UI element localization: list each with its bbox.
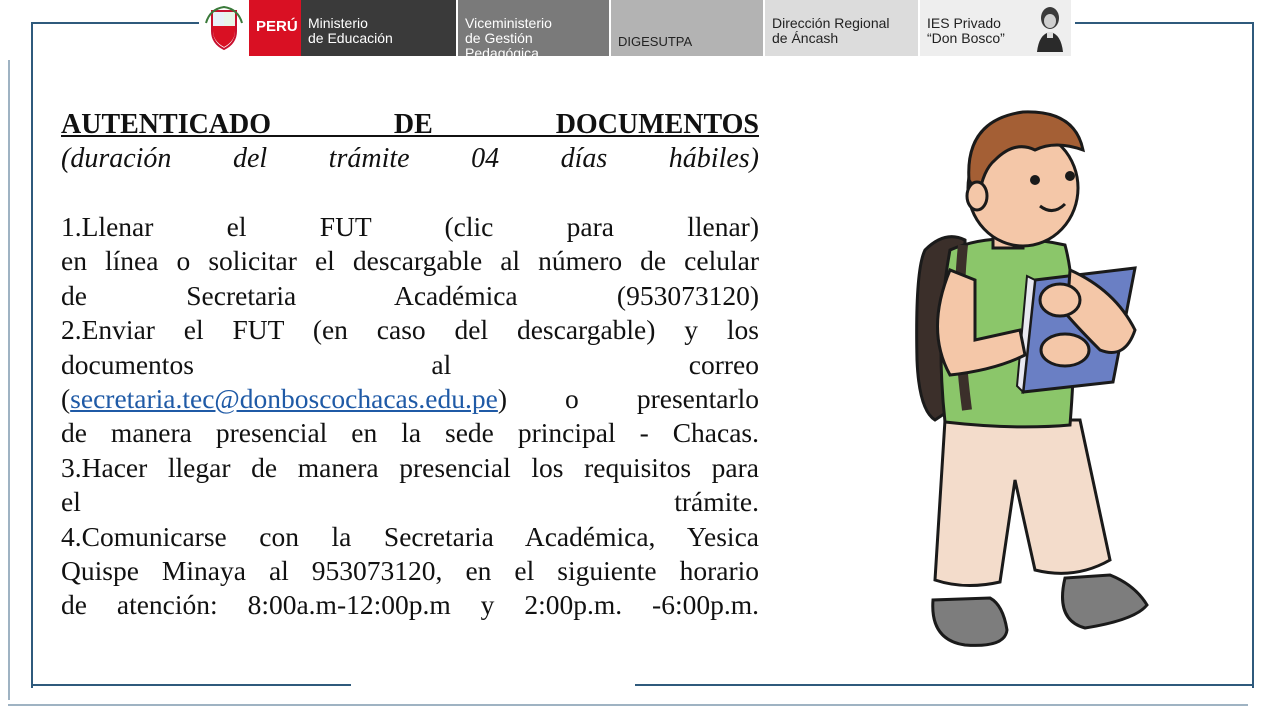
step-2-line-b: documentos al correo <box>61 348 759 380</box>
step-4-line-a: 4.Comunicarse con la Secretaria Académica, Yesica <box>61 520 759 552</box>
regional-direction-label <box>763 0 918 56</box>
frame-top-left <box>31 22 201 24</box>
ies-label <box>918 0 1071 56</box>
ministry-line-1: Ministerio <box>308 15 368 31</box>
dre-line-2: de Áncash <box>772 30 839 46</box>
peru-label: PERÚ <box>249 0 301 56</box>
step-2 <box>61 313 759 451</box>
digesutpa-label: DIGESUTPA <box>609 0 763 56</box>
document-body <box>61 108 759 623</box>
page-title: AUTENTICADO DE DOCUMENTOS <box>61 109 759 140</box>
ministry-label <box>301 0 456 56</box>
viceministry-label <box>456 0 609 61</box>
student-with-book-illustration <box>905 100 1165 660</box>
step-4-line-c: de atención: 8:00a.m-12:00p.m y 2:00p.m. -6:00p.m. <box>61 589 759 621</box>
step-2-line-d: de manera presencial en la sede principal - Chacas. <box>61 417 759 449</box>
vice-line-2: de Gestión Pedagógica <box>465 30 539 61</box>
step-1-line-c: de Secretaria Académica (953073120) <box>61 279 759 311</box>
frame-left <box>31 22 33 688</box>
step-3 <box>61 451 759 520</box>
step-4 <box>61 520 759 623</box>
dre-line-1: Dirección Regional <box>772 15 890 31</box>
ies-line-2: “Don Bosco” <box>927 30 1005 46</box>
step-1-line-a: 1.Llenar el FUT (clic para llenar) <box>61 211 759 242</box>
outer-frame-bottom <box>8 704 1248 706</box>
email-link[interactable]: secretaria.tec@donboscochacas.edu.pe <box>70 383 498 415</box>
institution-header <box>199 0 1071 61</box>
ies-line-1: IES Privado <box>927 15 1001 31</box>
don-bosco-portrait-icon <box>1035 4 1065 52</box>
frame-bottom-right <box>635 684 1254 686</box>
outer-frame-left <box>8 60 10 700</box>
frame-right <box>1252 22 1254 688</box>
frame-bottom-left <box>31 684 351 686</box>
step-2-line-c: ) o presentarlo <box>497 383 759 415</box>
step-3-line-b: el trámite. <box>61 486 759 518</box>
vice-line-1: Viceministerio <box>465 15 552 31</box>
step-4-line-b: Quispe Minaya al 953073120, en el siguiente horario <box>61 555 759 587</box>
frame-top-right <box>1075 22 1254 24</box>
step-2-email-line: (secretaria.tec@donboscochacas.edu.pe) o presentarlo <box>61 383 759 415</box>
duration-subtitle: (duración del trámite 04 días hábiles) <box>61 143 759 174</box>
peru-coat-of-arms-icon <box>199 0 249 56</box>
step-1 <box>61 210 759 313</box>
ministry-line-2: de Educación <box>308 30 393 46</box>
spacer <box>61 176 759 210</box>
step-2-line-a: 2.Enviar el FUT (en caso del descargable) y los <box>61 314 759 346</box>
step-1-line-b: en línea o solicitar el descargable al número de celular <box>61 245 759 277</box>
step-3-line-a: 3.Hacer llegar de manera presencial los requisitos para <box>61 451 759 483</box>
